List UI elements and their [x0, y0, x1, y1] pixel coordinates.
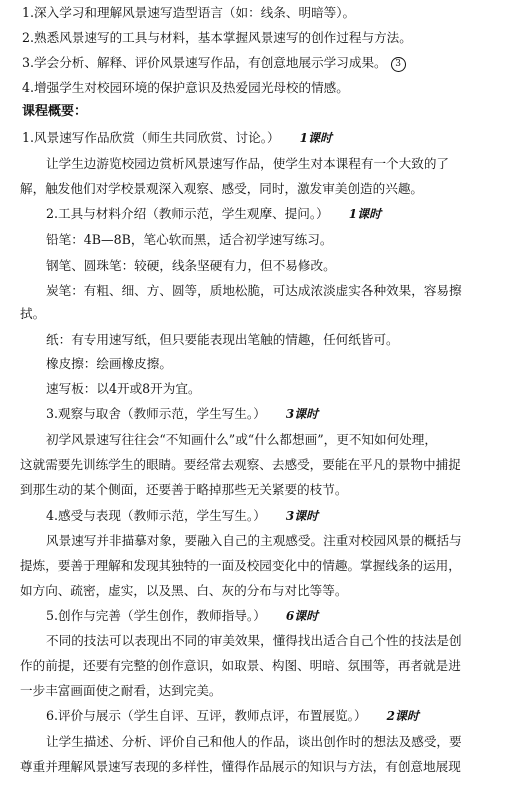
objective-2: 2.熟悉风景速写的工具与材料，基本掌握风景速写的创作过程与方法。 — [22, 30, 412, 45]
section-2-title-text: 2.工具与材料介绍（教师示范，学生观摩、提问。） — [46, 206, 329, 221]
section-2-hours: 1课时 — [348, 207, 382, 221]
section-1-hours: 1课时 — [299, 131, 332, 145]
objective-3 — [22, 55, 504, 72]
section-5-hours: 6课时 — [285, 609, 319, 623]
material-board: 速写板：以4开或8开为宜。 — [46, 381, 201, 396]
section-6-para-line: 让学生描述、分析、评价自己和他人的作品，谈出创作时的想法及感受，要 — [46, 734, 462, 749]
objective-1: 1.深入学习和理解风景速写造型语言（如：线条、明暗等）。 — [22, 5, 356, 20]
section-5-para-line: 一步丰富画面使之耐看，达到完美。 — [20, 683, 222, 698]
material-charcoal: 炭笔：有粗、细、方、圆等，质地松脆，可达成浓淡虚实各种效果，容易擦 — [46, 283, 462, 298]
overview-heading: 课程概要： — [22, 104, 88, 119]
section-2-title — [46, 206, 504, 222]
section-1-title-text: 1.风景速写作品欣赏（师生共同欣赏、讨论。） — [22, 130, 280, 145]
section-5-title — [46, 608, 504, 624]
section-4-title-text: 4.感受与表现（教师示范，学生写生。） — [46, 508, 266, 523]
section-6-hours: 2课时 — [386, 709, 419, 723]
material-charcoal-cont: 拭。 — [20, 306, 46, 321]
section-4-para-line: 提炼，要善于理解和发现其独特的一面及校园变化中的情趣。掌握线条的运用， — [20, 558, 461, 573]
section-5-title-text: 5.创作与完善（学生创作，教师指导。） — [46, 608, 266, 623]
section-4-hours: 3课时 — [285, 509, 319, 523]
section-3-hours: 3课时 — [285, 407, 319, 421]
section-6-para-line: 尊重并理解风景速写表现的多样性，懂得作品展示的知识与方法，有创意地展现 — [20, 759, 461, 774]
material-paper: 纸：有专用速写纸，但只要能表现出笔触的情趣，任何纸皆可。 — [46, 332, 399, 347]
objective-4: 4.增强学生对校园环境的保护意识及热爱园光母校的情感。 — [22, 80, 349, 95]
section-1-para-line: 解，触发他们对学校景观深入观察、感受，同时，激发审美创造的兴趣。 — [20, 181, 423, 196]
material-eraser: 橡皮擦：绘画橡皮擦。 — [46, 356, 172, 371]
section-1-title — [22, 130, 504, 146]
section-6-title — [46, 708, 504, 724]
section-4-para-line: 风景速写并非描摹对象，要融入自己的主观感受。注重对校园风景的概括与 — [46, 533, 462, 548]
section-4-para-line: 如方向、疏密，虚实，以及黑、白、灰的分布与对比等等。 — [20, 583, 348, 598]
section-5-para-line: 作的前提，还要有完整的创作意识，如取景、构图、明暗、氛围等，再者就是进 — [20, 658, 461, 673]
section-3-title-text: 3.观察与取舍（教师示范，学生写生。） — [46, 406, 266, 421]
circled-number-mark: 3 — [391, 57, 406, 72]
section-5-para-line: 不同的技法可以表现出不同的审美效果，懂得找出适合自己个性的技法是创 — [46, 633, 462, 648]
section-1-para-line: 让学生边游览校园边赏析风景速写作品，使学生对本课程有一个大致的了 — [46, 156, 449, 171]
section-3-title — [46, 406, 504, 422]
objective-3-text: 3.学会分析、解释、评价风景速写作品，有创意地展示学习成果。 — [22, 55, 387, 70]
section-4-title — [46, 508, 504, 524]
material-pen: 钢笔、圆珠笔：较硬，线条坚硬有力，但不易修改。 — [46, 258, 336, 273]
section-3-para-line: 到那生动的某个侧面，还要善于略掉那些无关紧要的枝节。 — [20, 482, 348, 497]
section-3-para-line: 这就需要先训练学生的眼睛。要经常去观察、去感受，要能在平凡的景物中捕捉 — [20, 457, 461, 472]
section-3-para-line: 初学风景速写往往会“不知画什么”或“什么都想画”，更不知如何处理， — [46, 432, 437, 447]
material-pencil: 铅笔：4B—8B，笔心软而黑，适合初学速写练习。 — [46, 232, 333, 247]
section-6-title-text: 6.评价与展示（学生自评、互评，教师点评，布置展览。） — [46, 708, 367, 723]
